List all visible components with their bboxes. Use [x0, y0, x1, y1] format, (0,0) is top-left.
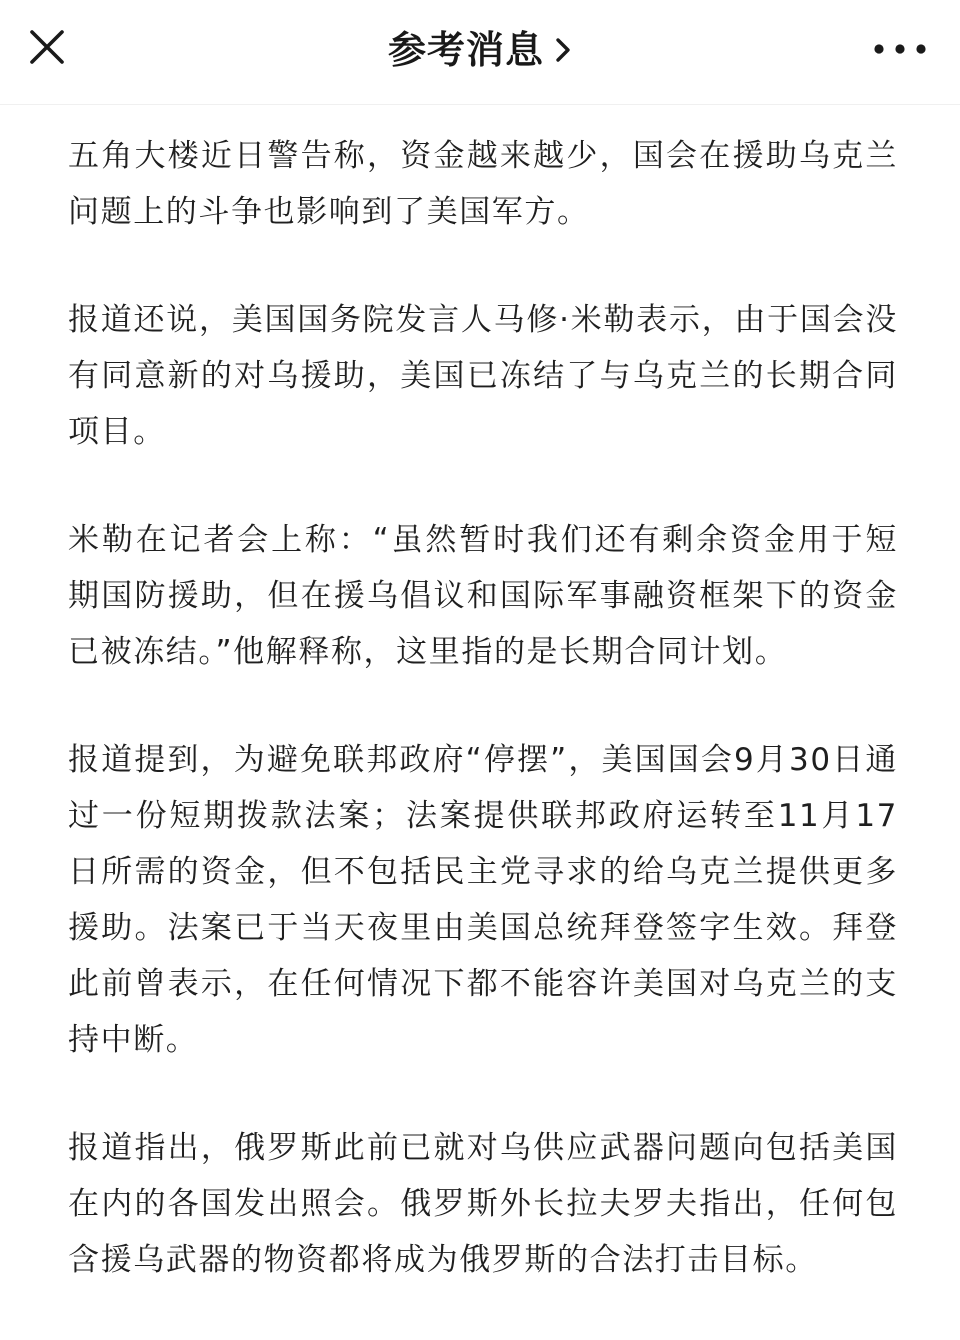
top-bar — [0, 0, 960, 105]
article-paragraph: 五角大楼近日警告称，资金越来越少，国会在援助乌克兰问题上的斗争也影响到了美国军方。 — [68, 138, 898, 230]
chevron-right-icon — [554, 36, 572, 64]
article-paragraph: 报道还说，美国国务院发言人马修·米勒表示，由于国会没有同意新的对乌援助，美国已冻结了与乌克兰的长期合同项目。 — [68, 302, 898, 450]
account-title-link[interactable] — [0, 22, 960, 78]
article-body — [68, 128, 898, 1340]
more-horizontal-icon — [870, 26, 930, 72]
article-paragraph: 报道指出，俄罗斯此前已就对乌供应武器问题向包括美国在内的各国发出照会。俄罗斯外长拉夫罗夫指出，任何包含援乌武器的物资都将成为俄罗斯的合法打击目标。 — [68, 1130, 898, 1278]
article-paragraph: 米勒在记者会上称：“虽然暂时我们还有剩余资金用于短期国防援助，但在援乌倡议和国际军事融资框架下的资金已被冻结。”他解释称，这里指的是长期合同计划。 — [68, 522, 898, 670]
article-paragraph: 报道提到，为避免联邦政府“停摆”，美国国会9月30日通过一份短期拨款法案；法案提供联邦政府运转至11月17日所需的资金，但不包括民主党寻求的给乌克兰提供更多援助。法案已于当天夜里由美国总统拜登签字生效。拜登此前曾表示，在任何情况下都不能容许美国对乌克兰的支持中断。 — [68, 742, 898, 1058]
more-button[interactable] — [870, 26, 930, 72]
page-title: 参考消息 — [387, 28, 544, 72]
